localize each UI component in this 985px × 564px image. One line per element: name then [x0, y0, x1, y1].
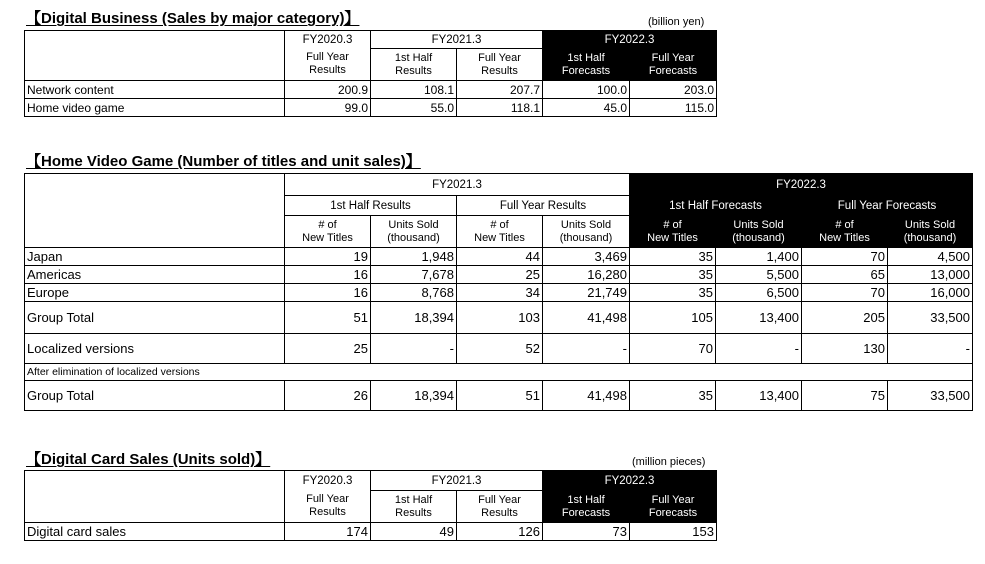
cell-value: 70 — [802, 248, 888, 266]
cell-value: 26 — [285, 381, 371, 411]
cell-value: 55.0 — [371, 99, 457, 117]
cell-value: 51 — [285, 302, 371, 334]
cell-value: 73 — [543, 523, 630, 541]
cell-value: 115.0 — [630, 99, 717, 117]
table-row — [25, 99, 717, 117]
hvg-group-header: Full Year Results — [457, 196, 630, 216]
hvg-fy2022-header: FY2022.3 — [630, 174, 973, 196]
hvg-col-header: Units Sold (thousand) — [716, 216, 802, 248]
cell-value: 45.0 — [543, 99, 630, 117]
cell-value: 33,500 — [888, 302, 973, 334]
table-row — [25, 381, 973, 411]
cell-value: 6,500 — [716, 284, 802, 302]
cell-value: 18,394 — [371, 302, 457, 334]
table-row — [25, 334, 973, 364]
cell-value: - — [716, 334, 802, 364]
db-sub-header: 1st Half Results — [371, 49, 457, 81]
hvg-col-header: Units Sold (thousand) — [371, 216, 457, 248]
cell-value: - — [371, 334, 457, 364]
hvg-col-header: # of New Titles — [457, 216, 543, 248]
cell-value: 126 — [457, 523, 543, 541]
cell-value: 19 — [285, 248, 371, 266]
row-label: Localized versions — [25, 334, 285, 364]
cell-value: 65 — [802, 266, 888, 284]
after-elimination-note: After elimination of localized versions — [25, 364, 973, 381]
hvg-fy2021-header: FY2021.3 — [285, 174, 630, 196]
hvg-col-header: # of New Titles — [630, 216, 716, 248]
row-label: Group Total — [25, 381, 285, 411]
row-label: Japan — [25, 248, 285, 266]
cell-value: 1,948 — [371, 248, 457, 266]
cell-value: 41,498 — [543, 302, 630, 334]
cell-value: 70 — [802, 284, 888, 302]
cell-value: 5,500 — [716, 266, 802, 284]
dc-corner-cell — [25, 471, 285, 523]
hvg-col-header: Units Sold (thousand) — [888, 216, 973, 248]
table-row — [25, 81, 717, 99]
dc-fy2020-header: FY2020.3 — [285, 471, 371, 491]
db-sub-header: Full Year Results — [285, 49, 371, 81]
row-label: Digital card sales — [25, 523, 285, 541]
home-video-game-title: 【Home Video Game (Number of titles and unit sales)】 — [26, 153, 421, 170]
dc-sub-header: 1st Half Forecasts — [543, 491, 630, 523]
db-fy2022-header: FY2022.3 — [543, 31, 717, 49]
cell-value: 174 — [285, 523, 371, 541]
db-sub-header: 1st Half Forecasts — [543, 49, 630, 81]
table-row — [25, 248, 973, 266]
cell-value: 21,749 — [543, 284, 630, 302]
cell-value: 33,500 — [888, 381, 973, 411]
row-label: Home video game — [25, 99, 285, 117]
db-sub-header: Full Year Results — [457, 49, 543, 81]
cell-value: 4,500 — [888, 248, 973, 266]
cell-value: 100.0 — [543, 81, 630, 99]
cell-value: 153 — [630, 523, 717, 541]
cell-value: 16 — [285, 284, 371, 302]
db-fy2020-header: FY2020.3 — [285, 31, 371, 49]
dc-sub-header: 1st Half Results — [371, 491, 457, 523]
dc-sub-header: Full Year Results — [285, 491, 371, 523]
hvg-group-header: 1st Half Forecasts — [630, 196, 802, 216]
cell-value: 70 — [630, 334, 716, 364]
cell-value: 18,394 — [371, 381, 457, 411]
cell-value: 16 — [285, 266, 371, 284]
hvg-group-header: 1st Half Results — [285, 196, 457, 216]
db-corner-cell — [25, 31, 285, 81]
row-label: Network content — [25, 81, 285, 99]
dc-fy2022-header: FY2022.3 — [543, 471, 717, 491]
cell-value: 35 — [630, 248, 716, 266]
cell-value: 13,400 — [716, 381, 802, 411]
digital-business-table — [24, 30, 717, 117]
cell-value: 52 — [457, 334, 543, 364]
cell-value: 200.9 — [285, 81, 371, 99]
digital-card-table — [24, 470, 717, 541]
dc-fy2021-header: FY2021.3 — [371, 471, 543, 491]
cell-value: 3,469 — [543, 248, 630, 266]
cell-value: 105 — [630, 302, 716, 334]
cell-value: 35 — [630, 381, 716, 411]
row-label: Europe — [25, 284, 285, 302]
cell-value: 51 — [457, 381, 543, 411]
cell-value: - — [543, 334, 630, 364]
cell-value: 1,400 — [716, 248, 802, 266]
cell-value: 16,280 — [543, 266, 630, 284]
cell-value: 207.7 — [457, 81, 543, 99]
table-row — [25, 284, 973, 302]
table-row — [25, 523, 717, 541]
hvg-corner-cell — [25, 174, 285, 248]
dc-sub-header: Full Year Forecasts — [630, 491, 717, 523]
digital-card-title: 【Digital Card Sales (Units sold)】 — [26, 451, 271, 468]
home-video-game-table — [24, 173, 973, 411]
cell-value: - — [888, 334, 973, 364]
cell-value: 44 — [457, 248, 543, 266]
cell-value: 34 — [457, 284, 543, 302]
cell-value: 203.0 — [630, 81, 717, 99]
cell-value: 35 — [630, 284, 716, 302]
cell-value: 35 — [630, 266, 716, 284]
dc-sub-header: Full Year Results — [457, 491, 543, 523]
row-label: Americas — [25, 266, 285, 284]
table-row — [25, 266, 973, 284]
db-fy2021-header: FY2021.3 — [371, 31, 543, 49]
cell-value: 205 — [802, 302, 888, 334]
cell-value: 8,768 — [371, 284, 457, 302]
db-sub-header: Full Year Forecasts — [630, 49, 717, 81]
table-row — [25, 364, 973, 381]
hvg-col-header: Units Sold (thousand) — [543, 216, 630, 248]
digital-card-unit: (million pieces) — [632, 456, 706, 468]
cell-value: 103 — [457, 302, 543, 334]
cell-value: 75 — [802, 381, 888, 411]
cell-value: 41,498 — [543, 381, 630, 411]
cell-value: 99.0 — [285, 99, 371, 117]
row-label: Group Total — [25, 302, 285, 334]
cell-value: 118.1 — [457, 99, 543, 117]
cell-value: 25 — [457, 266, 543, 284]
digital-business-unit: (billion yen) — [648, 16, 705, 28]
hvg-col-header: # of New Titles — [285, 216, 371, 248]
hvg-group-header: Full Year Forecasts — [802, 196, 973, 216]
digital-business-title: 【Digital Business (Sales by major category)】 — [26, 10, 360, 27]
cell-value: 13,400 — [716, 302, 802, 334]
cell-value: 130 — [802, 334, 888, 364]
cell-value: 49 — [371, 523, 457, 541]
cell-value: 13,000 — [888, 266, 973, 284]
cell-value: 7,678 — [371, 266, 457, 284]
cell-value: 16,000 — [888, 284, 973, 302]
cell-value: 25 — [285, 334, 371, 364]
table-row — [25, 302, 973, 334]
cell-value: 108.1 — [371, 81, 457, 99]
hvg-col-header: # of New Titles — [802, 216, 888, 248]
